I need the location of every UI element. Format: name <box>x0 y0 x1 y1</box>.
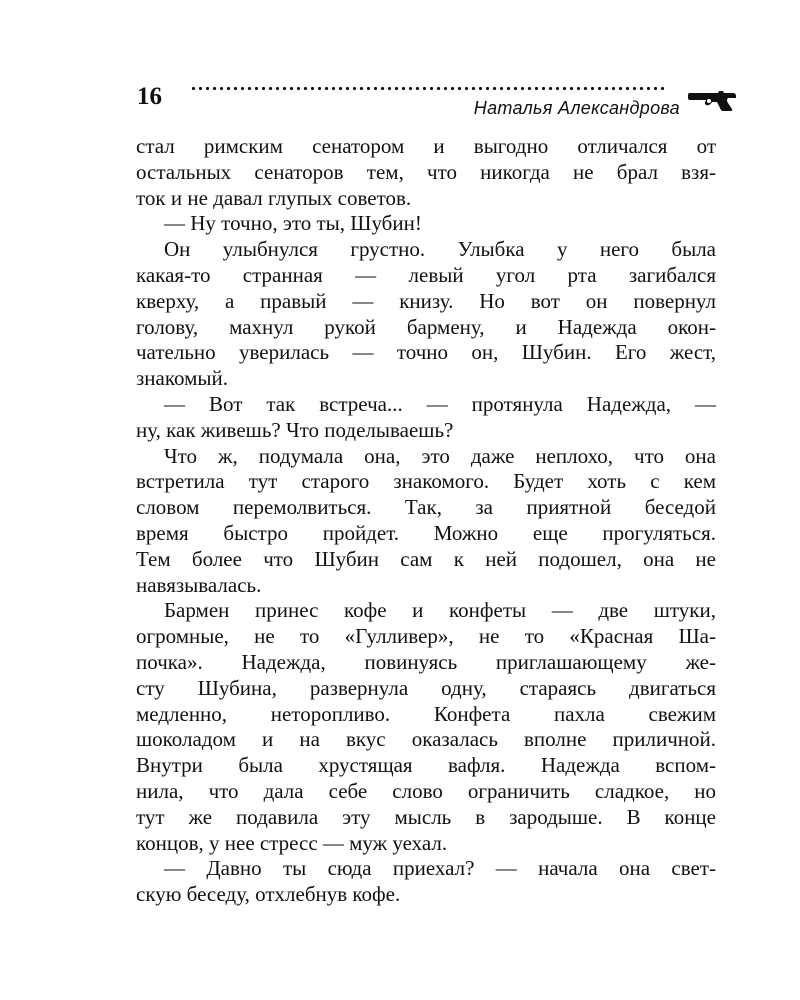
text-line: Внутри была хрустящая вафля. Надежда вспом- <box>136 753 716 778</box>
text-line: концов, у нее стресс — муж уехал. <box>136 830 448 855</box>
text-line: Он улыбнулся грустно. Улыбка у него была <box>164 237 716 262</box>
text-line: какая-то странная — левый угол рта загибался <box>136 262 716 287</box>
text-line: ток и не давал глупых советов. <box>136 185 412 210</box>
text-line: Тем более что Шубин сам к ней подошел, она не <box>136 546 716 571</box>
text-line: шоколадом и на вкус оказалась вполне приличной. <box>136 727 716 752</box>
text-line: — Ну точно, это ты, Шубин! <box>164 211 422 236</box>
text-line: встретила тут старого знакомого. Будет хоть с кем <box>136 469 716 494</box>
text-line: — Давно ты сюда приехал? — начала она свет- <box>164 856 716 881</box>
text-line: медленно, неторопливо. Конфета пахла свежим <box>136 701 716 726</box>
text-line: огромные, не то «Гулливер», не то «Красная Ша- <box>136 624 716 649</box>
text-line: почка». Надежда, повинуясь приглашающему же- <box>136 649 716 674</box>
text-line: нила, что дала себе слово ограничить сладкое, но <box>136 778 716 803</box>
running-head-author: Наталья Александрова <box>473 98 680 118</box>
text-line: — Вот так встреча... — протянула Надежда, — <box>164 391 716 416</box>
text-line: скую беседу, отхлебнув кофе. <box>136 882 401 907</box>
dotted-rule <box>190 86 668 91</box>
text-line: голову, махнул рукой бармену, и Надежда окон- <box>136 314 716 339</box>
page-number: 16 <box>137 83 162 110</box>
revolver-icon <box>688 86 738 112</box>
text-line: чательно уверилась — точно он, Шубин. Его жест, <box>136 340 716 365</box>
text-line: Что ж, подумала она, это даже неплохо, что она <box>164 443 716 468</box>
text-line: стал римским сенатором и выгодно отличался от <box>136 134 716 158</box>
text-line: навязывалась. <box>136 572 262 597</box>
text-line: ну, как живешь? Что поделываешь? <box>136 417 454 442</box>
text-line: время быстро пройдет. Можно еще прогуляться. <box>136 520 716 545</box>
text-line: остальных сенаторов тем, что никогда не брал взя- <box>136 159 716 184</box>
text-line: сту Шубина, развернула одну, стараясь двигаться <box>136 675 716 700</box>
text-line: тут же подавила эту мысль в зародыше. В конце <box>136 804 716 829</box>
body-text <box>136 134 716 908</box>
text-line: знакомый. <box>136 366 228 391</box>
text-line: кверху, а правый — книзу. Но вот он повернул <box>136 288 716 313</box>
text-line: словом перемолвиться. Так, за приятной беседой <box>136 495 716 520</box>
text-line: Бармен принес кофе и конфеты — две штуки, <box>164 598 716 623</box>
